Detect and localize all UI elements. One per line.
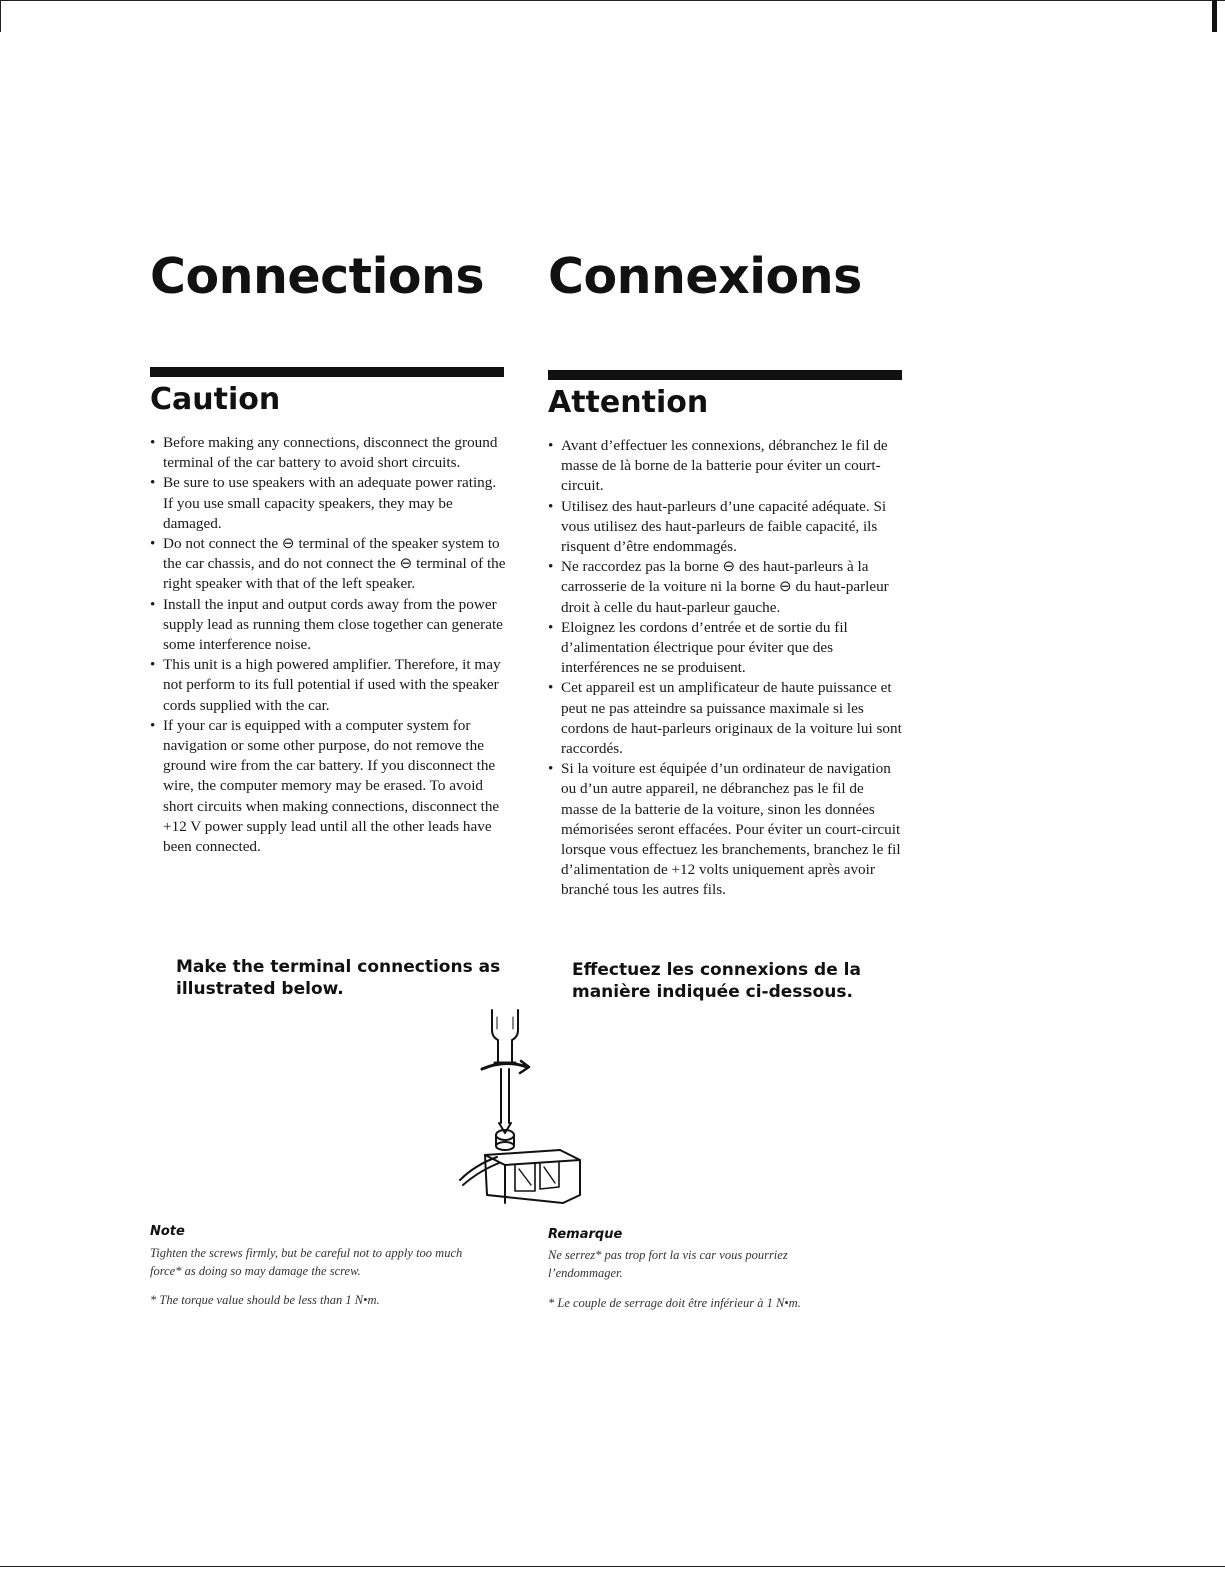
note-text: Ne serrez* pas trop fort la vis car vous pourriez l’endommager.: [548, 1248, 788, 1280]
note-heading: Note: [150, 1224, 185, 1239]
rotation-arrow-icon: [482, 1063, 527, 1069]
screwdriver-shaft-icon: [501, 1069, 509, 1123]
page-corner-mark: [1212, 0, 1217, 32]
screwdriver-terminal-diagram: [455, 1005, 595, 1215]
terminal-block-icon: [485, 1150, 580, 1203]
attention-item: • Avant d’effectuer les connexions, débranchez le fil de masse de là borne de la batterie pour éviter un court-circuit.: [548, 436, 904, 497]
torque-footnote: * Le couple de serrage doit être inférieur à 1 N•m.: [548, 1296, 801, 1310]
attention-item: • Si la voiture est équipée d’un ordinateur de navigation ou d’un autre appareil, ne débranchez pas le fil de masse de la batterie de la voiture, sinon les données mémorisées seront effacées. Pour éviter un court-circuit lorsque vous effectuez les branchements, branchez le fil d’alimentation de +12 volts uniquement après avoir branché tous les autres fils.: [548, 759, 904, 900]
screwdriver-handle-icon: [492, 1010, 518, 1063]
caution-item: • If your car is equipped with a computer system for navigation or some other purpose, do not remove the ground wire from the car battery. If you disconnect the wire, the computer memory may be erased. To avoid short circuits when making connections, disconnect the +12 V power supply lead until all the other leads have been connected.: [150, 716, 506, 857]
caution-list: [150, 433, 506, 857]
page-title-french: Connexions: [548, 248, 862, 305]
page-bottom-edge: [0, 1566, 1225, 1567]
attention-item: • Utilisez des haut-parleurs d’une capacité adéquate. Si vous utilisez des haut-parleurs de faible capacité, ils risquent d’être endommagés.: [548, 497, 904, 558]
note-heading: Remarque: [548, 1227, 623, 1242]
attention-item: • Eloignez les cordons d’entrée et de sortie du fil d’alimentation électrique pour éviter que des interférences ne se produisent.: [548, 618, 904, 679]
attention-list: [548, 436, 904, 901]
note-text: Tighten the screws firmly, but be careful not to apply too much force* as doing so may damage the screw.: [150, 1246, 463, 1278]
caution-item: • This unit is a high powered amplifier. Therefore, it may not perform to its full potential if used with the speaker cords supplied with the car.: [150, 655, 506, 716]
caution-item: • Before making any connections, disconnect the ground terminal of the car battery to avoid short circuits.: [150, 433, 506, 473]
connection-instruction: Effectuez les connexions de la manière indiquée ci-dessous.: [572, 960, 861, 1002]
section-rule: [548, 370, 902, 380]
page-title-english: Connections: [150, 248, 485, 305]
section-title-attention: Attention: [548, 385, 709, 420]
attention-item: • Ne raccordez pas la borne ⊖ des haut-parleurs à la carrosserie de la voiture ni la borne ⊖ du haut-parleur droit à celle du haut-parleur gauche.: [548, 557, 904, 618]
speaker-wire-icon: [460, 1157, 497, 1180]
caution-item: • Install the input and output cords away from the power supply lead as running them close together can generate some interference noise.: [150, 595, 506, 656]
torque-footnote: * The torque value should be less than 1 N•m.: [150, 1293, 380, 1307]
caution-item: • Be sure to use speakers with an adequate power rating. If you use small capacity speakers, they may be damaged.: [150, 473, 506, 534]
page-top-edge: [0, 0, 1225, 1]
connection-instruction: Make the terminal connections as illustrated below.: [176, 957, 501, 999]
caution-item: • Do not connect the ⊖ terminal of the speaker system to the car chassis, and do not connect the ⊖ terminal of the right speaker with that of the left speaker.: [150, 534, 506, 595]
page-left-edge: [0, 0, 1, 32]
attention-item: • Cet appareil est un amplificateur de haute puissance et peut ne pas atteindre sa puissance maximale si les cordons de haut-parleurs originaux de la voiture lui sont raccordés.: [548, 678, 904, 759]
section-rule: [150, 367, 504, 377]
section-title-caution: Caution: [150, 382, 281, 417]
